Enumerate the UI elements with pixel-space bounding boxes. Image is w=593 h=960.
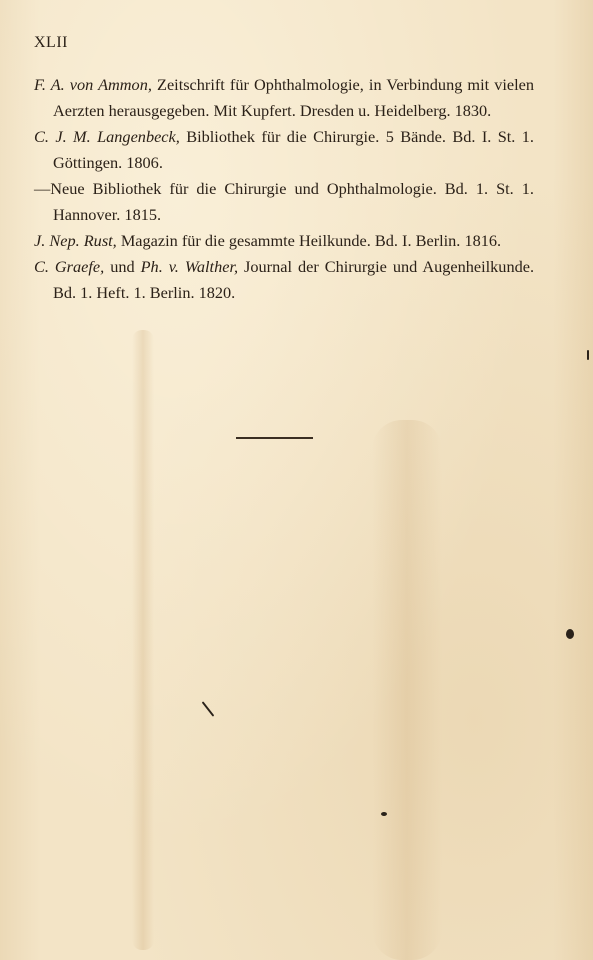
entry-author: F. A. von Ammon, [34,75,152,94]
entry-author-second: Ph. v. Walther, [140,257,239,276]
entry-text: Bibliothek für die Chirurgie. 5 Bände. Bd. I. St. 1. Göttingen. 1806. [53,127,534,172]
bibliography-entry [34,72,534,124]
bibliography-list [34,72,534,306]
entry-text: und [104,257,141,276]
bibliography-entry [34,254,534,306]
ink-speck [202,701,215,716]
ink-speck [587,350,589,360]
page-number: XLII [34,34,68,51]
bibliography-entry [34,176,534,228]
entry-text: Magazin für die gesammte Heilkunde. Bd. I. Berlin. 1816. [116,231,502,250]
bibliography-entry [34,124,534,176]
entry-text-second: Journal der Chirurgie und Augenheilkunde. Bd. 1. Heft. 1. Berlin. 1820. [53,257,535,302]
entry-author: C. J. M. Langenbeck, [34,127,180,146]
section-divider [236,437,313,439]
entry-text: —Neue Bibliothek für die Chirurgie und Ophthalmologie. Bd. 1. St. 1. Hannover. 1815. [34,179,534,224]
ink-speck [381,812,387,816]
entry-author: J. Nep. Rust, [34,231,117,250]
entry-author: C. Graefe, [34,257,105,276]
entry-text: Zeitschrift für Ophthalmologie, in Verbindung mit vielen Aerzten herausgegeben. Mit Kupfert. Dresden u. Heidelberg. 1830. [53,75,534,120]
ink-speck [566,629,574,639]
bibliography-entry [34,228,534,254]
paper-stain-right [372,420,442,960]
paper-stain-left [132,330,154,950]
